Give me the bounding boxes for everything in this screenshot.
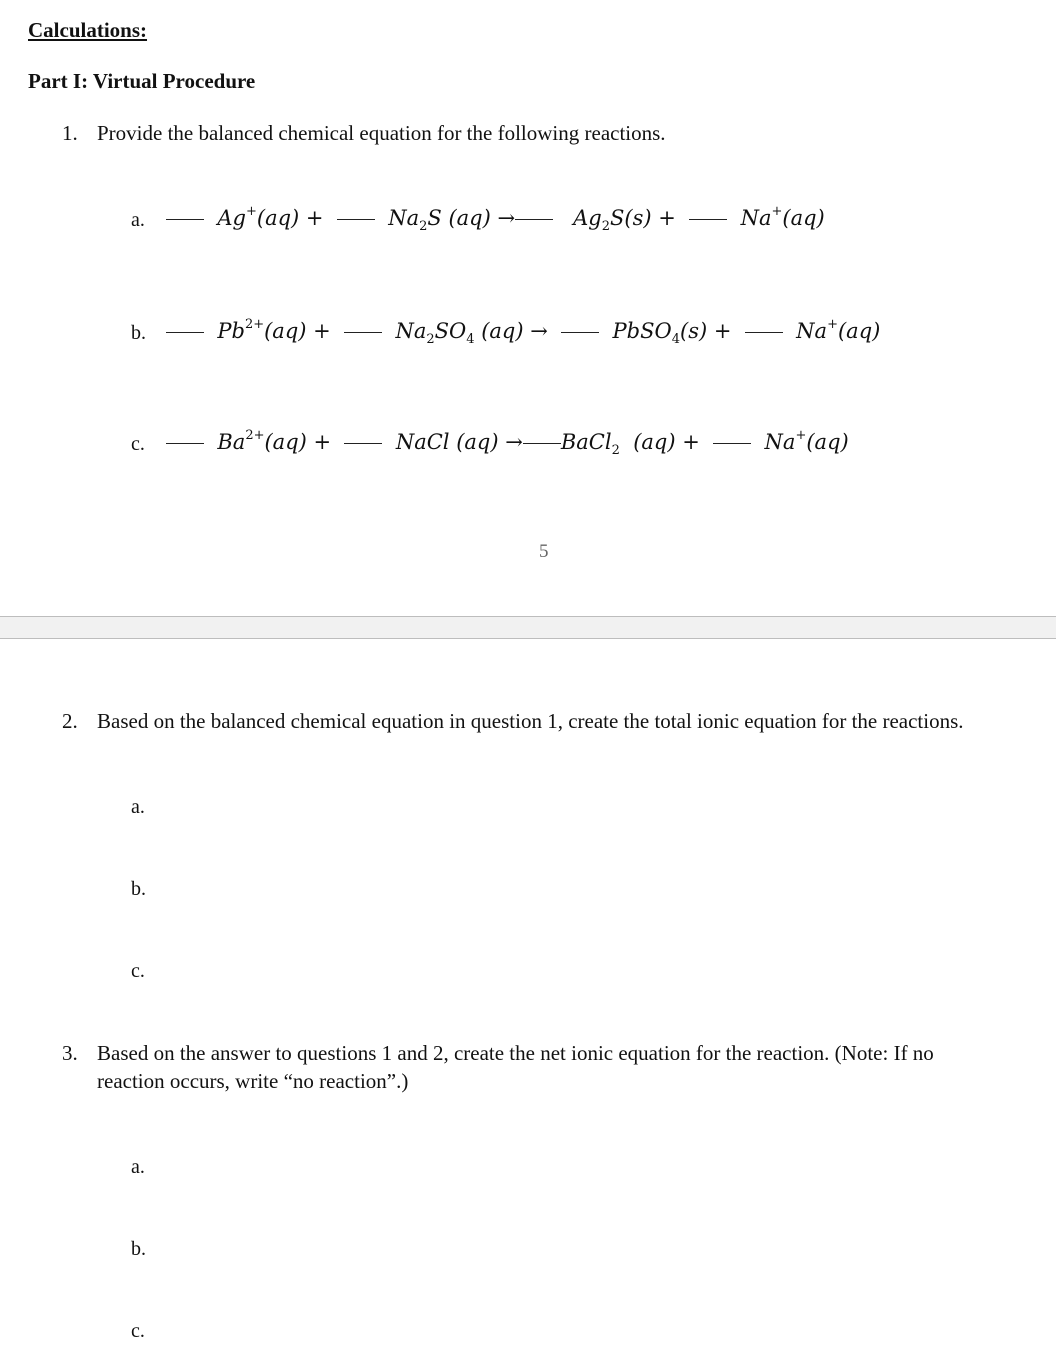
coefficient-blank[interactable] [166, 218, 204, 220]
question-1-label-a: a. [131, 209, 145, 231]
question-2-label-c: c. [131, 960, 145, 982]
equation-a: Ag+(aq) + $Na_2S$ $(aq) \to Ag_2S(s)$ + Na+(aq) [166, 206, 825, 234]
page-break-line [0, 638, 1056, 639]
coefficient-blank[interactable] [344, 442, 382, 444]
question-1-number: 1. [62, 121, 78, 145]
question-2-number: 2. [62, 709, 78, 733]
question-2-text: Based on the balanced chemical equation in question 1, create the total ionic equation for the reactions. [97, 709, 964, 733]
coefficient-blank[interactable] [166, 331, 204, 333]
equation-b: $Pb^{2+}(aq)$ + $Na_2SO_4$ (aq) → PbSO$_4$(s) + Na+(aq) [166, 319, 880, 347]
question-1-label-b: b. [131, 322, 146, 344]
coefficient-blank[interactable] [713, 442, 751, 444]
question-3-text-line-2: reaction occurs, write “no reaction”.) [97, 1069, 409, 1093]
question-3-text-line-1: Based on the answer to questions 1 and 2, create the net ionic equation for the reaction. (Note: If no [97, 1041, 934, 1065]
question-1-text: Provide the balanced chemical equation for the following reactions. [97, 121, 666, 145]
coefficient-blank[interactable] [745, 331, 783, 333]
coefficient-blank[interactable] [523, 442, 561, 444]
part-title: Part I: Virtual Procedure [28, 69, 256, 93]
question-1-label-c: c. [131, 433, 145, 455]
calculations-heading: Calculations: [28, 18, 148, 42]
question-3-number: 3. [62, 1041, 78, 1065]
coefficient-blank[interactable] [515, 218, 553, 220]
coefficient-blank[interactable] [344, 331, 382, 333]
page-number: 5 [539, 541, 549, 562]
coefficient-blank[interactable] [561, 331, 599, 333]
question-3-label-a: a. [131, 1156, 145, 1178]
coefficient-blank[interactable] [337, 218, 375, 220]
question-2-label-b: b. [131, 878, 146, 900]
question-3-label-c: c. [131, 1320, 145, 1342]
question-3-label-b: b. [131, 1238, 146, 1260]
page-break [0, 617, 1056, 638]
question-2-label-a: a. [131, 796, 145, 818]
equation-c: $Ba^{2+}(aq)$ + NaCl (aq) → BaCl$_2$ (aq) + Na+(aq) [166, 430, 849, 458]
coefficient-blank[interactable] [166, 442, 204, 444]
coefficient-blank[interactable] [689, 218, 727, 220]
